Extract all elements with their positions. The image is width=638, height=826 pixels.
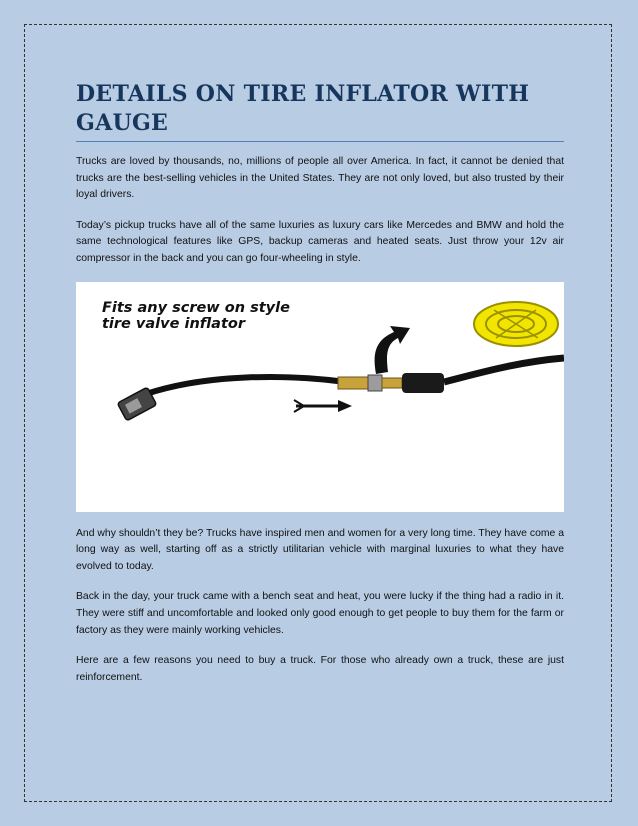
right-arrow-icon bbox=[294, 400, 352, 412]
paragraph-3: And why shouldn’t they be? Trucks have inspired men and women for a very long time. They have come a long way as well, starting off as a strictly utilitarian vehicle with marginal luxuries to what they have evolved to today. bbox=[76, 527, 564, 572]
paragraph-5: Here are a few reasons you need to buy a truck. For those who already own a truck, these are just reinforcement. bbox=[76, 655, 564, 683]
paragraph-1: Trucks are loved by thousands, no, millions of people all over America. In fact, it cannot be denied that trucks are the best-selling vehicles in the United States. They are not only loved, but also trusted by their loyal drivers. bbox=[76, 156, 564, 201]
paragraph-4: Back in the day, your truck came with a bench seat and heat, you were lucky if the thing had a radio in it. They were stiff and uncomfortable and looked only good enough to get people to buy them for the farm or factory as they were mainly working vehicles. bbox=[76, 591, 564, 636]
black-hose bbox=[146, 377, 346, 394]
curved-arrow-icon bbox=[375, 326, 410, 374]
product-image bbox=[76, 282, 564, 512]
connector-fitting bbox=[338, 358, 564, 393]
paragraph-2: Today’s pickup trucks have all of the same luxuries as luxury cars like Mercedes and BMW and hold the same technological features like GPS, backup cameras and heated seats. Just throw your 12v air compressor in the back and you can go four-wheeling in style. bbox=[76, 219, 564, 264]
image-caption-line-1: Fits any screw on style bbox=[102, 299, 290, 316]
document-body bbox=[76, 80, 564, 686]
image-caption bbox=[102, 300, 402, 332]
image-caption-line-2: tire valve inflator bbox=[102, 315, 246, 332]
page-title: DETAILS ON TIRE INFLATOR WITH GAUGE bbox=[76, 80, 564, 142]
air-chuck bbox=[117, 387, 156, 421]
yellow-coil-hose bbox=[474, 302, 558, 346]
